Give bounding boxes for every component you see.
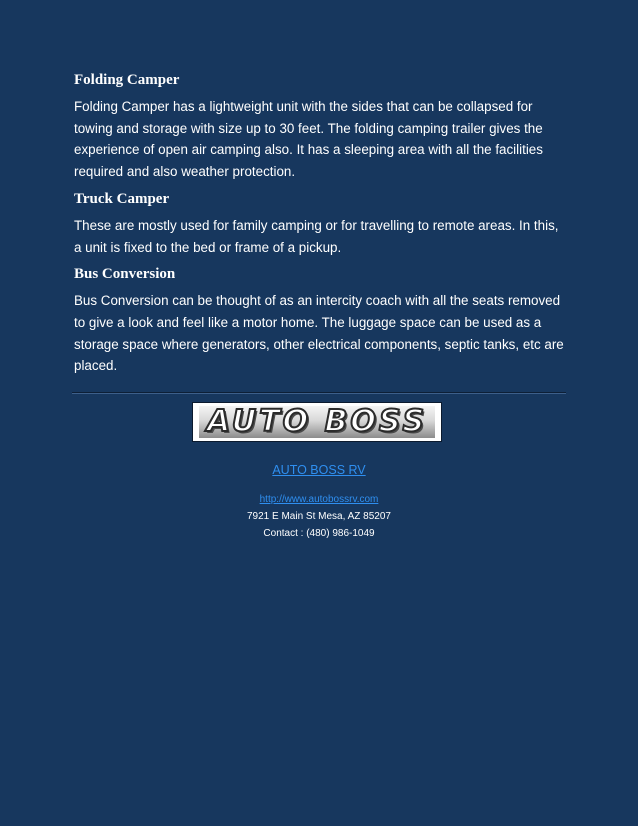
company-contact-phone: Contact : (480) 986-1049 — [263, 528, 375, 539]
logo-wordmark: AUTO BOSS — [206, 404, 428, 439]
company-address: 7921 E Main St Mesa, AZ 85207 — [247, 511, 391, 522]
section-heading-truck-camper: Truck Camper — [74, 190, 170, 207]
horizontal-divider — [72, 392, 566, 394]
auto-boss-logo — [192, 402, 442, 442]
section-body-folding-camper: Folding Camper has a lightweight unit with the sides that can be collapsed for towing and storage with size up to 30 feet. The folding camping trailer gives the experience of open air camping also. It has a sleeping area with all the facilities required and also weather protection. — [74, 99, 543, 180]
website-url-link[interactable]: http://www.autobossrv.com — [259, 494, 379, 505]
document-content — [74, 70, 566, 383]
section-body-truck-camper: These are mostly used for family camping or for travelling to remote areas. In this, a unit is fixed to the bed or frame of a pickup. — [74, 217, 559, 255]
company-name-link[interactable]: AUTO BOSS RV — [272, 463, 366, 477]
section-heading-folding-camper: Folding Camper — [74, 72, 180, 88]
logo-background — [199, 406, 435, 438]
section-heading-bus-conversion: Bus Conversion — [74, 266, 176, 283]
section-body-bus-conversion: Bus Conversion can be thought of as an intercity coach with all the seats removed to give a look and feel like a motor home. The luggage space can be used as a storage space where generators, other electrical components, septic tanks, etc are placed. — [74, 293, 564, 374]
